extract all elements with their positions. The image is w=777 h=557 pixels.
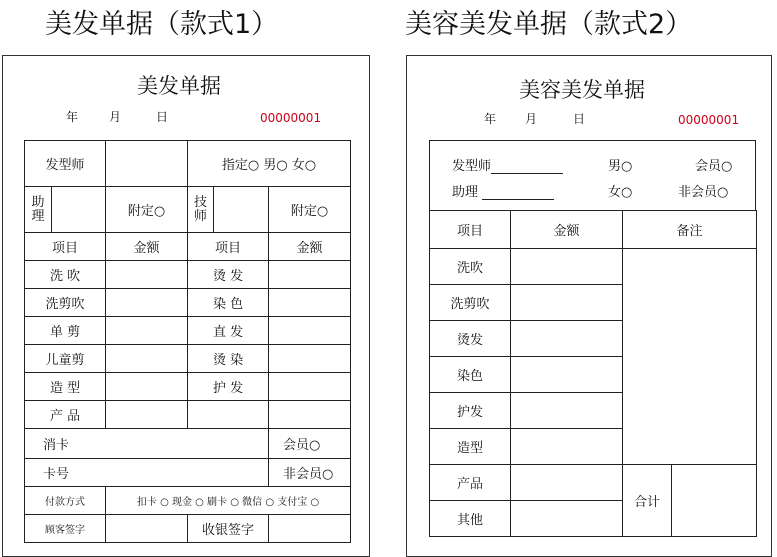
col-amount: 金额 — [106, 233, 188, 261]
amount-field[interactable] — [511, 249, 623, 285]
amount-field[interactable] — [511, 465, 623, 501]
amount-field[interactable] — [511, 285, 623, 321]
table-row — [25, 401, 351, 429]
heading-right: 美容美发单据（款式2） — [405, 9, 693, 40]
customer-sign-field[interactable] — [106, 515, 188, 543]
empty-cell — [188, 401, 269, 429]
day-label: 日 — [156, 110, 169, 124]
male-option[interactable]: 男○ — [608, 159, 633, 174]
amount-field[interactable] — [269, 373, 351, 401]
cashier-sign-label: 收银签字 — [188, 515, 269, 543]
form-style-2 — [406, 55, 772, 557]
member-option[interactable]: 会员○ — [269, 429, 351, 459]
amount-field[interactable] — [511, 321, 623, 357]
amount-field[interactable] — [106, 345, 188, 373]
form1-title: 美发单据 — [137, 74, 221, 98]
amount-field[interactable] — [269, 345, 351, 373]
form1-table — [24, 140, 351, 543]
member-option[interactable]: 会员○ — [695, 159, 733, 174]
amount-field[interactable] — [106, 261, 188, 289]
form2-title: 美容美发单据 — [519, 78, 645, 102]
item-label: 护 发 — [188, 373, 269, 401]
item-label: 洗剪吹 — [25, 289, 106, 317]
table-row — [430, 465, 757, 501]
item-label: 儿童剪 — [25, 345, 106, 373]
designated-gender-options[interactable]: 指定○ 男○ 女○ — [188, 141, 351, 187]
amount-field[interactable] — [106, 401, 188, 429]
table-row — [25, 317, 351, 345]
non-member-option[interactable]: 非会员○ — [269, 459, 351, 487]
receipt-number: 00000001 — [678, 113, 740, 127]
table-row — [25, 261, 351, 289]
amount-field[interactable] — [106, 289, 188, 317]
payment-method-label: 付款方式 — [25, 487, 106, 515]
amount-field[interactable] — [269, 317, 351, 345]
amount-field[interactable] — [511, 357, 623, 393]
note-field[interactable] — [623, 249, 757, 465]
item-label: 造型 — [430, 429, 511, 465]
stylist-field[interactable] — [106, 141, 188, 187]
amount-field[interactable] — [511, 501, 623, 537]
cashier-sign-field[interactable] — [269, 515, 351, 543]
item-label: 造 型 — [25, 373, 106, 401]
month-label: 月 — [109, 110, 122, 124]
table-row — [25, 289, 351, 317]
assistant-assigned-option[interactable]: 附定○ — [106, 187, 188, 233]
table-row — [25, 345, 351, 373]
total-field[interactable] — [672, 465, 757, 537]
item-label: 直 发 — [188, 317, 269, 345]
customer-sign-label: 顾客签字 — [25, 515, 106, 543]
year-label: 年 — [484, 112, 497, 126]
stylist-label: 发型师 — [25, 141, 106, 187]
col-item: 项目 — [188, 233, 269, 261]
col-item: 项目 — [25, 233, 106, 261]
month-label: 月 — [525, 112, 538, 126]
amount-field[interactable] — [511, 393, 623, 429]
item-label: 其他 — [430, 501, 511, 537]
receipt-number: 00000001 — [260, 111, 322, 125]
col-amount: 金额 — [269, 233, 351, 261]
non-member-option[interactable]: 非会员○ — [678, 185, 729, 200]
item-label: 洗剪吹 — [430, 285, 511, 321]
item-label: 染色 — [430, 357, 511, 393]
amount-field[interactable] — [511, 429, 623, 465]
technician-field[interactable] — [214, 187, 269, 233]
item-label: 洗吹 — [430, 249, 511, 285]
total-label: 合计 — [623, 465, 672, 537]
technician-label: 技 师 — [188, 187, 214, 233]
item-label: 产品 — [430, 465, 511, 501]
col-note: 备注 — [623, 211, 757, 249]
amount-field[interactable] — [269, 261, 351, 289]
table-row — [25, 373, 351, 401]
table-row — [430, 249, 757, 285]
amount-field[interactable] — [269, 289, 351, 317]
heading-left: 美发单据（款式1） — [45, 9, 279, 40]
item-label: 洗 吹 — [25, 261, 106, 289]
item-label: 烫发 — [430, 321, 511, 357]
card-use-label: 消卡 — [25, 429, 269, 459]
stylist-label: 发型师 — [452, 159, 492, 174]
item-label: 烫 发 — [188, 261, 269, 289]
amount-field[interactable] — [106, 317, 188, 345]
assistant-field[interactable] — [482, 199, 554, 200]
item-label: 产 品 — [25, 401, 106, 429]
item-label: 护发 — [430, 393, 511, 429]
payment-options[interactable]: 扣卡 ○ 现金 ○ 刷卡 ○ 微信 ○ 支付宝 ○ — [106, 487, 351, 515]
year-label: 年 — [66, 110, 79, 124]
col-amount: 金额 — [511, 211, 623, 249]
stylist-field[interactable] — [491, 173, 563, 174]
staff-info-box — [429, 140, 756, 211]
technician-assigned-option[interactable]: 附定○ — [269, 187, 351, 233]
female-option[interactable]: 女○ — [608, 185, 633, 200]
card-number-label[interactable]: 卡号 — [25, 459, 269, 487]
item-label: 烫 染 — [188, 345, 269, 373]
form-style-1 — [2, 55, 370, 557]
amount-field[interactable] — [106, 373, 188, 401]
item-label: 染 色 — [188, 289, 269, 317]
assistant-label: 助理 — [452, 185, 479, 200]
item-label: 单 剪 — [25, 317, 106, 345]
amount-field[interactable] — [269, 401, 351, 429]
assistant-label: 助 理 — [25, 187, 52, 233]
day-label: 日 — [573, 112, 586, 126]
assistant-field[interactable] — [52, 187, 106, 233]
col-item: 项目 — [430, 211, 511, 249]
form2-table — [429, 210, 757, 537]
